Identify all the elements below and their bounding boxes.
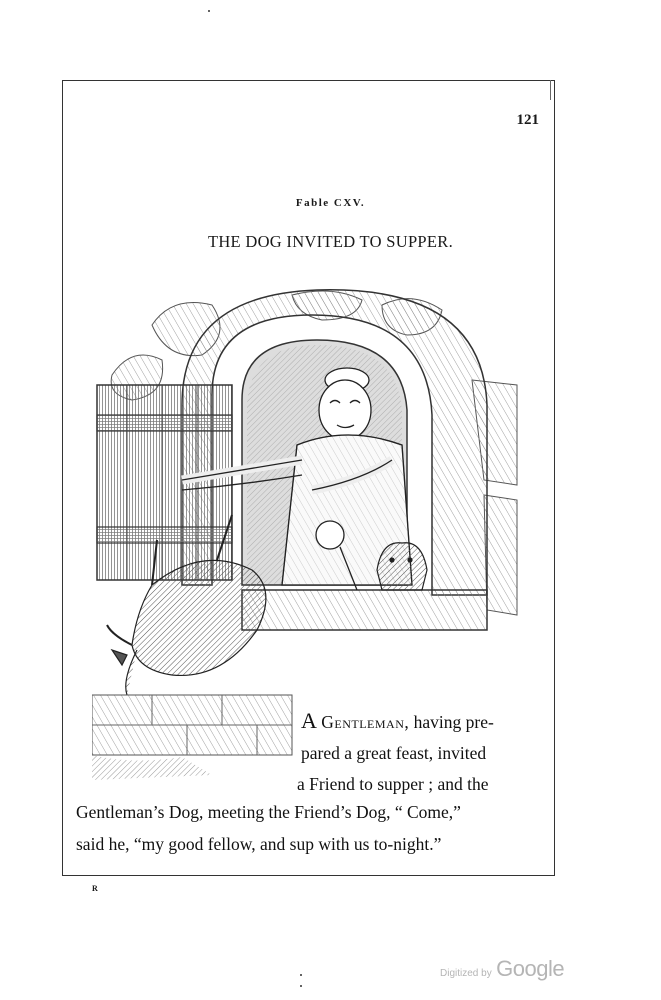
fable-number: Fable CXV.: [295, 197, 366, 209]
lower-wall: [92, 695, 292, 780]
google-logo: Google: [496, 956, 565, 981]
window-sill: [242, 590, 487, 630]
border-tick: [550, 80, 561, 100]
paragraph-line: said he, “my good fellow, and sup with us to-night.”: [76, 834, 442, 854]
digitized-watermark: [440, 956, 564, 982]
paragraph-line: Gentleman’s Dog, meeting the Friend’s Dog, “ Come,”: [76, 802, 461, 822]
paragraph-line: pared a great feast, invited: [301, 743, 487, 763]
drop-cap: A: [301, 708, 317, 733]
page-number: 121: [516, 112, 539, 128]
paragraph-line: a Friend to supper ; and the: [297, 774, 489, 794]
line-rest: having pre-: [413, 712, 494, 732]
digitized-prefix: Digitized by: [440, 968, 492, 979]
friends-dog: [377, 543, 427, 590]
speck: [300, 974, 302, 976]
wooden-shutter: [97, 385, 232, 580]
small-caps-word: Gentleman,: [321, 712, 410, 732]
speck: [300, 985, 302, 987]
signature-mark: R: [92, 884, 98, 893]
speck: [208, 10, 210, 12]
fable-title: THE DOG INVITED TO SUPPER.: [207, 232, 454, 251]
paragraph-line: [301, 704, 494, 739]
